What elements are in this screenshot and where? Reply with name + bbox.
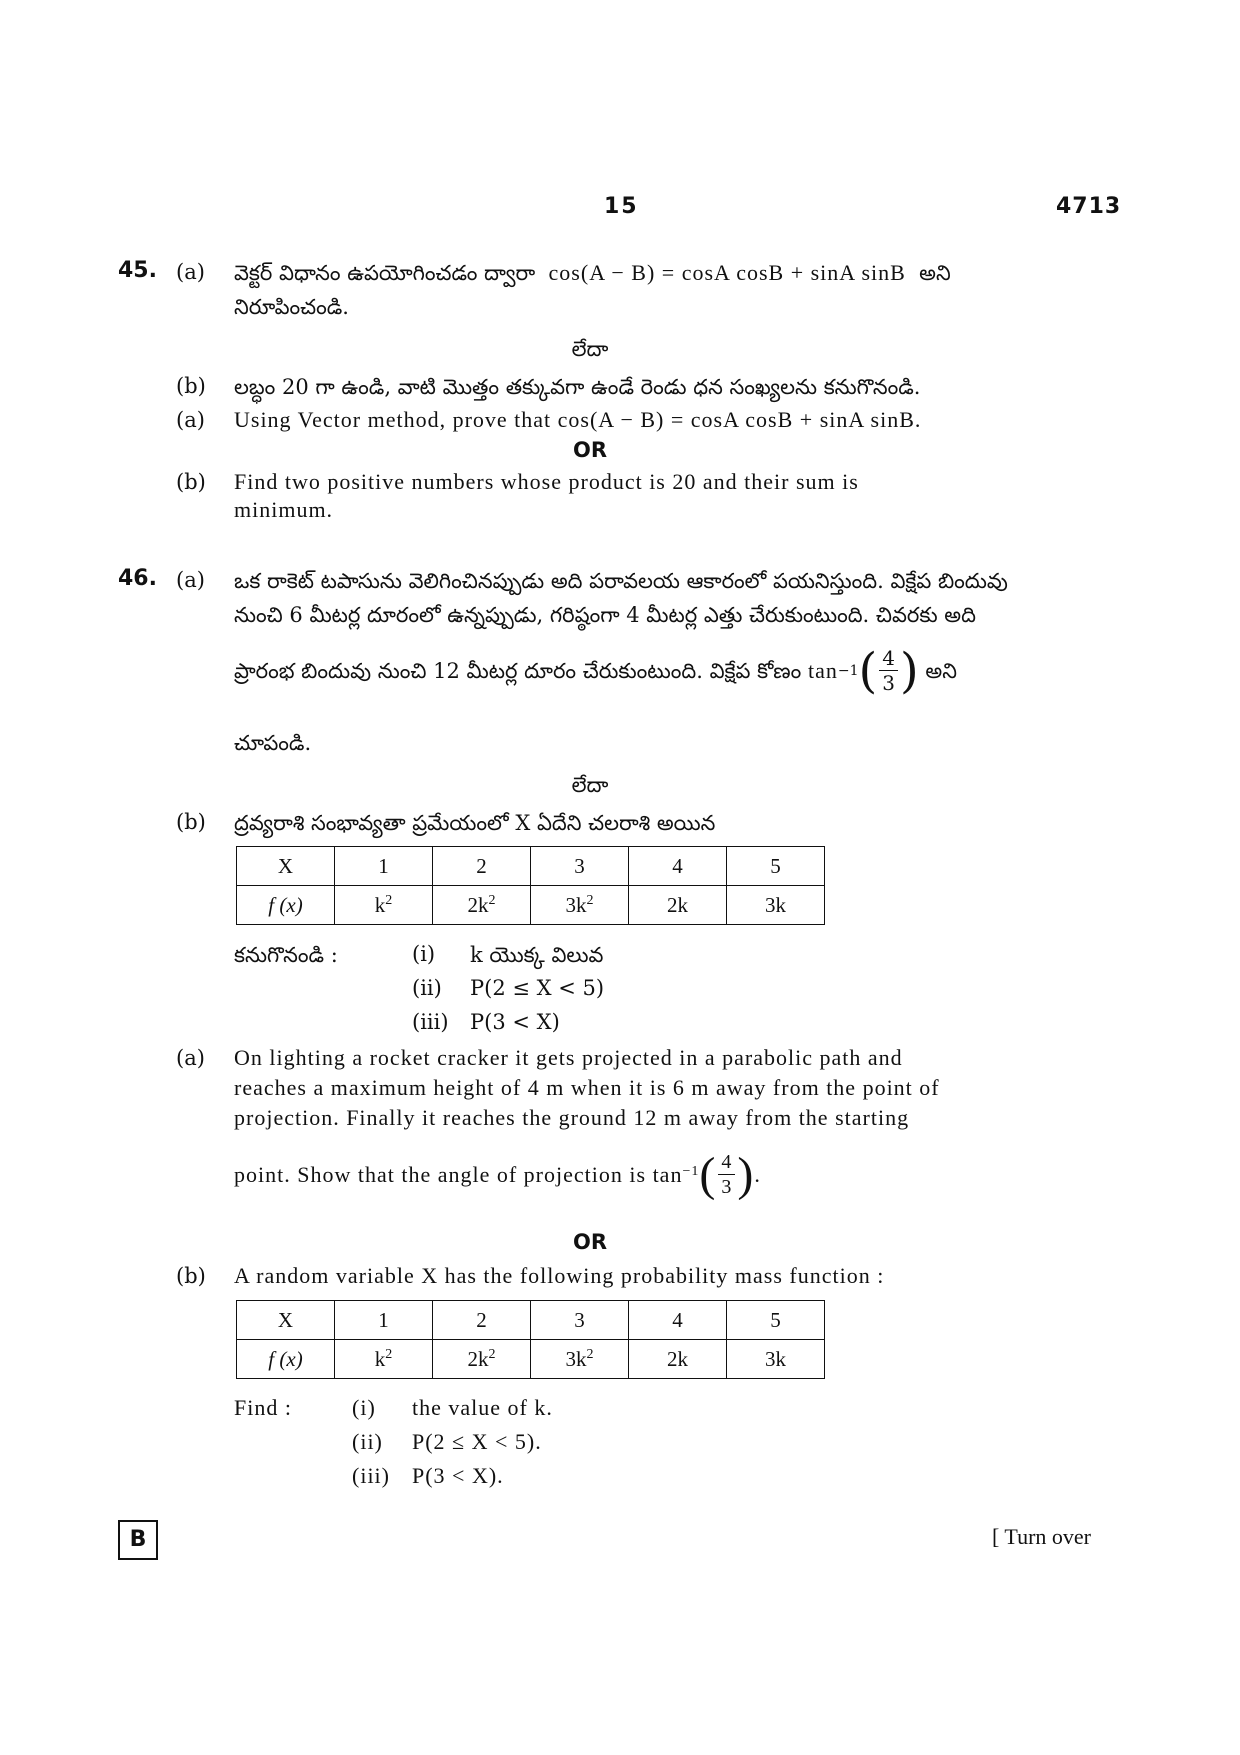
table-cell: $k^2$ xyxy=(335,1340,433,1379)
series-box: B xyxy=(118,1520,158,1560)
table-row xyxy=(237,886,825,925)
q45-te-or: లేదా xyxy=(571,337,609,361)
table-cell: 5 xyxy=(727,1301,825,1340)
q46-en-find-label: Find : xyxy=(234,1395,292,1420)
q46-en-find-num-2: (ii) xyxy=(352,1429,383,1454)
table-cell: 3 xyxy=(531,847,629,886)
q46-en-fraction: $\frac{4}{3}$ xyxy=(718,1150,735,1199)
q46-te-a-line1: ఒక రాకెట్ టపాసును వెలిగించినప్పుడు అది పరావలయ ఆకారంలో పయనిస్తుంది. విక్షేప బిందువు xyxy=(234,569,1008,593)
q45-en-b-line2: minimum. xyxy=(234,497,334,522)
q46-te-or: లేదా xyxy=(571,773,609,797)
q45-te-formula: cos(A − B) = cosA cosB + sinA sinB xyxy=(548,260,906,285)
q46-en-a-line2: reaches a maximum height of 4 m when it is 6 m away from the point of xyxy=(234,1075,940,1100)
q46-en-a-line1: On lighting a rocket cracker it gets projected in a parabolic path and xyxy=(234,1045,903,1070)
q46-te-find-num-3: (iii) xyxy=(412,1010,449,1034)
q46-en-a-line3: projection. Finally it reaches the ground 12 m away from the starting xyxy=(234,1105,910,1130)
q45-te-a-label: (a) xyxy=(176,260,205,284)
question-number-45: 45. xyxy=(118,258,157,283)
table-cell: $3k^2$ xyxy=(531,886,629,925)
table-cell: 3k xyxy=(727,1340,825,1379)
q46-en-find-text-2: P(2 ≤ X < 5). xyxy=(412,1429,542,1454)
table-cell: 4 xyxy=(629,847,727,886)
q46-te-a-line3: ప్రారంభ బిందువు నుంచి 12 మీటర్ల దూరం చేరుకుంటుంది. విక్షేప కోణం tan −1 ( $\frac{4}{3}$ ) అని xyxy=(234,642,957,699)
q45-en-a-label: (a) xyxy=(176,408,205,432)
q46-en-sup: −1 xyxy=(682,1164,700,1179)
q46-en-find-num-1: (i) xyxy=(352,1395,376,1420)
q46-te-a-line2: నుంచి 6 మీటర్ల దూరంలో ఉన్నప్పుడు, గరిష్ఠంగా 4 మీటర్ల ఎత్తు చేరుకుంటుంది. చివరకు అది xyxy=(234,603,976,627)
table-cell: 2k xyxy=(629,886,727,925)
table-cell: $2k^2$ xyxy=(433,1340,531,1379)
q46-te-fraction: $\frac{4}{3}$ xyxy=(879,646,898,695)
table-cell: 4 xyxy=(629,1301,727,1340)
table-row xyxy=(237,1301,825,1340)
table-cell: X xyxy=(237,1301,335,1340)
table-row xyxy=(237,847,825,886)
table-cell: $3k^2$ xyxy=(531,1340,629,1379)
q45-te-a-line2: నిరూపించండి. xyxy=(234,295,349,319)
table-cell: f (x) xyxy=(237,886,335,925)
q46-en-a-line4: point. Show that the angle of projection is tan −1 ( $\frac{4}{3}$ ) . xyxy=(234,1147,761,1201)
q46-en-b-label: (b) xyxy=(176,1264,206,1288)
table-cell: 2 xyxy=(433,847,531,886)
q45-en-or: OR xyxy=(572,438,608,462)
q46-en-find-text-1: the value of k. xyxy=(412,1395,553,1420)
q46-en-find-text-3: P(3 < X). xyxy=(412,1463,504,1488)
q46-en-or: OR xyxy=(572,1230,608,1254)
q46-te-b-text: ద్రవ్యరాశి సంభావ్యతా ప్రమేయంలో X ఏదేని చలరాశి అయిన xyxy=(234,811,716,835)
table-cell: f (x) xyxy=(237,1340,335,1379)
q46-en-tan: tan xyxy=(652,1162,683,1187)
q46-te-tan: tan xyxy=(808,658,838,683)
q46-te-find-label: కనుగొనండి : xyxy=(234,943,338,967)
page-number: 15 xyxy=(604,194,639,219)
q46-te-a-line4: చూపండి. xyxy=(234,731,312,755)
table-cell: $k^2$ xyxy=(335,886,433,925)
table-cell: 1 xyxy=(335,847,433,886)
question-number-46: 46. xyxy=(118,566,157,591)
q46-te-find-text-3: P(3 < X) xyxy=(470,1010,560,1034)
q46-te-find-text-2: P(2 ≤ X < 5) xyxy=(470,976,605,1000)
q45-te-a-line1: వెక్టర్ విధానం ఉపయోగించడం ద్వారా cos(A − B) = cosA cosB + sinA sinB అని xyxy=(234,260,951,285)
table-cell: 5 xyxy=(727,847,825,886)
q46-en-b-text: A random variable X has the following probability mass function : xyxy=(234,1263,885,1288)
table-cell: 3k xyxy=(727,886,825,925)
table-row xyxy=(237,1340,825,1379)
q46-en-find-num-3: (iii) xyxy=(352,1463,390,1488)
paper-code: 4713 xyxy=(1056,194,1122,219)
turn-over-note: [ Turn over xyxy=(992,1524,1092,1549)
q45-te-b-label: (b) xyxy=(176,374,206,398)
q45-en-a-text: Using Vector method, prove that cos(A − B) = cosA cosB + sinA sinB. xyxy=(234,407,922,432)
q46-te-b-label: (b) xyxy=(176,810,206,834)
q46-te-sup: −1 xyxy=(837,663,859,679)
q46-te-find-num-1: (i) xyxy=(412,942,436,966)
table-cell: X xyxy=(237,847,335,886)
q45-en-b-label: (b) xyxy=(176,470,206,494)
q45-en-b-line1: Find two positive numbers whose product is 20 and their sum is xyxy=(234,469,859,494)
pmf-table-en xyxy=(236,1300,825,1379)
table-cell: $2k^2$ xyxy=(433,886,531,925)
q46-te-find-text-1: k యొక్క విలువ xyxy=(470,943,604,967)
table-cell: 1 xyxy=(335,1301,433,1340)
q46-te-a-label: (a) xyxy=(176,568,205,592)
q46-en-a-label: (a) xyxy=(176,1046,205,1070)
q46-te-find-num-2: (ii) xyxy=(412,976,442,1000)
table-cell: 2 xyxy=(433,1301,531,1340)
table-cell: 3 xyxy=(531,1301,629,1340)
table-cell: 2k xyxy=(629,1340,727,1379)
q45-te-b-text: లబ్ధం 20 గా ఉండి, వాటి మొత్తం తక్కువగా ఉండే రెండు ధన సంఖ్యలను కనుగొనండి. xyxy=(234,375,921,399)
pmf-table-te xyxy=(236,846,825,925)
